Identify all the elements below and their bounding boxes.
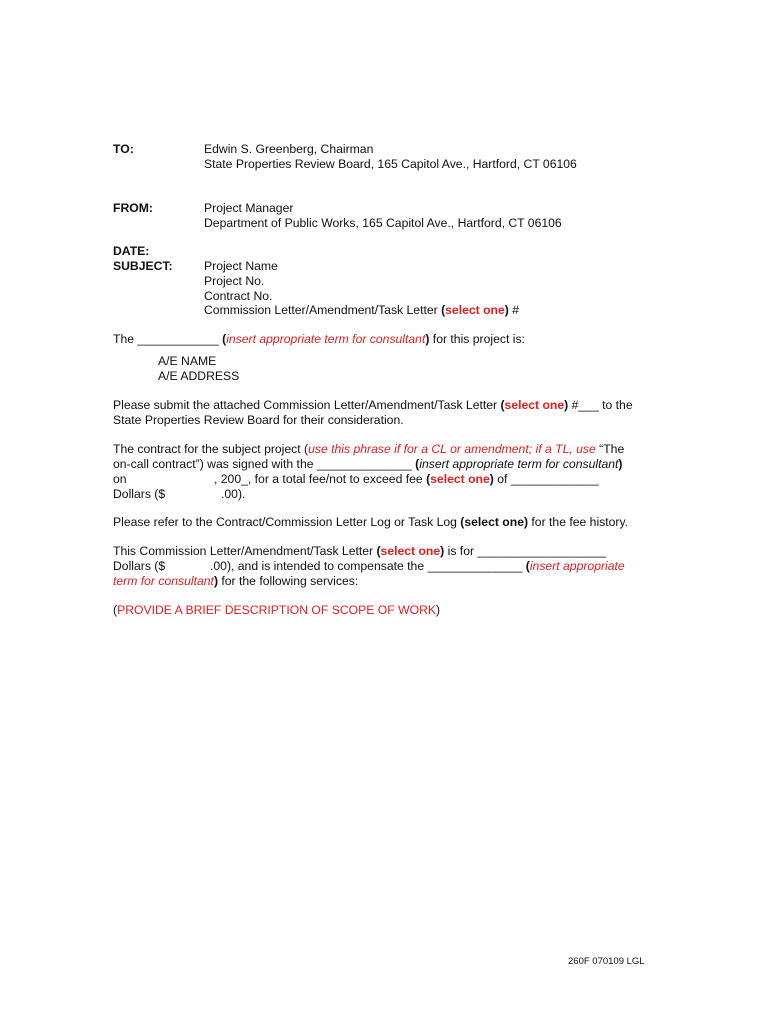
consultant-term-note: insert appropriate term for consultant <box>419 457 619 471</box>
select-one-note: (select one) <box>460 515 529 529</box>
paragraph-line <box>113 559 658 574</box>
paragraph-line <box>113 472 658 487</box>
text-span: Dollars ($ <box>113 559 166 573</box>
text-span: The ____________ <box>113 332 223 346</box>
from-name: Project Manager <box>204 201 294 215</box>
text-span: of _____________ <box>493 472 599 486</box>
text-span: # <box>508 303 519 317</box>
text-span: on <box>113 472 127 486</box>
text-span: Please refer to the Contract/Commission Letter Log or Task Log <box>113 515 461 529</box>
paren-open: ( <box>222 332 227 346</box>
ae-name: A/E NAME <box>158 354 217 368</box>
text-span: “The <box>595 442 625 456</box>
text-span: The contract for the subject project ( <box>113 442 309 456</box>
subject-project-no: Project No. <box>204 274 265 288</box>
text-span: .00), and is intended to compensate the ______________ <box>210 559 526 573</box>
paragraph-line <box>113 544 658 559</box>
paragraph-line <box>113 574 658 589</box>
paren-close: ) <box>425 332 430 346</box>
scope-note: PROVIDE A BRIEF DESCRIPTION OF SCOPE OF WORK <box>117 603 437 617</box>
paren-close: ) <box>440 544 445 558</box>
text-span: for this project is: <box>429 332 525 346</box>
text-span: Dollars ($ <box>113 487 166 501</box>
paragraph-consultant-intro <box>113 332 525 346</box>
text-span: Commission Letter/Amendment/Task Letter <box>204 303 442 317</box>
paren-open: ( <box>415 457 420 471</box>
paragraph-line <box>113 398 658 413</box>
paren-close: ) <box>564 398 569 412</box>
consultant-term-note: term for consultant <box>113 574 214 588</box>
text-span: for the fee history. <box>528 515 629 529</box>
paragraph-line <box>113 442 658 457</box>
paren-close: ) <box>489 472 494 486</box>
paren-open: ( <box>500 398 505 412</box>
paren-close: ) <box>504 303 509 317</box>
text-span: is for ___________________ <box>444 544 607 558</box>
paren-open: ( <box>441 303 446 317</box>
paren-open: ( <box>426 472 431 486</box>
text-span: Please submit the attached Commission Letter/Amendment/Task Letter <box>113 398 501 412</box>
ae-address: A/E ADDRESS <box>158 369 240 383</box>
subject-commission-letter <box>204 303 519 317</box>
paragraph-line <box>113 487 658 502</box>
scope-of-work-placeholder <box>113 603 440 617</box>
subject-project-name: Project Name <box>204 259 278 273</box>
phrase-note: use this phrase if for a CL or amendment; if a TL, use <box>308 442 596 456</box>
from-address: Department of Public Works, 165 Capitol Ave., Hartford, CT 06106 <box>204 216 562 230</box>
form-code-footer: 260F 070109 LGL <box>568 956 645 967</box>
paragraph-contract <box>113 442 658 502</box>
text-span: for the following services: <box>218 574 359 588</box>
paren-close: ) <box>436 603 441 617</box>
paragraph-line <box>113 457 658 472</box>
consultant-term-note: insert appropriate term for consultant <box>226 332 426 346</box>
to-name: Edwin S. Greenberg, Chairman <box>204 142 374 156</box>
paragraph-submit <box>113 398 658 428</box>
text-span: #___ to the <box>568 398 633 412</box>
consultant-term-note: insert appropriate <box>529 559 625 573</box>
text-span: .00). <box>221 487 246 501</box>
paragraph-fee-history <box>113 515 628 529</box>
text-span: This Commission Letter/Amendment/Task Letter <box>113 544 377 558</box>
text-span: , 200_, for a total fee/not to exceed fee <box>214 472 427 486</box>
paren-open: ( <box>376 544 381 558</box>
to-label: TO: <box>113 142 134 156</box>
compensate-text <box>210 559 625 574</box>
paren-close: ) <box>213 574 218 588</box>
subject-label: SUBJECT: <box>113 259 173 273</box>
paren-open: ( <box>525 559 530 573</box>
paragraph-compensation <box>113 544 658 589</box>
subject-contract-no: Contract No. <box>204 289 273 303</box>
from-label: FROM: <box>113 201 153 215</box>
select-one-note: select one <box>430 472 490 486</box>
select-one-note: select one <box>504 398 565 412</box>
paren-close: ) <box>618 457 623 471</box>
select-one-note: select one <box>380 544 441 558</box>
fee-text <box>214 472 599 487</box>
paren-open: ( <box>113 603 118 617</box>
to-address: State Properties Review Board, 165 Capitol Ave., Hartford, CT 06106 <box>204 157 577 171</box>
date-label: DATE: <box>113 244 150 258</box>
paragraph-line: State Properties Review Board for their consideration. <box>113 413 404 427</box>
select-one-note: select one <box>445 303 505 317</box>
text-span: on-call contract”) was signed with the ______________ <box>113 457 416 471</box>
